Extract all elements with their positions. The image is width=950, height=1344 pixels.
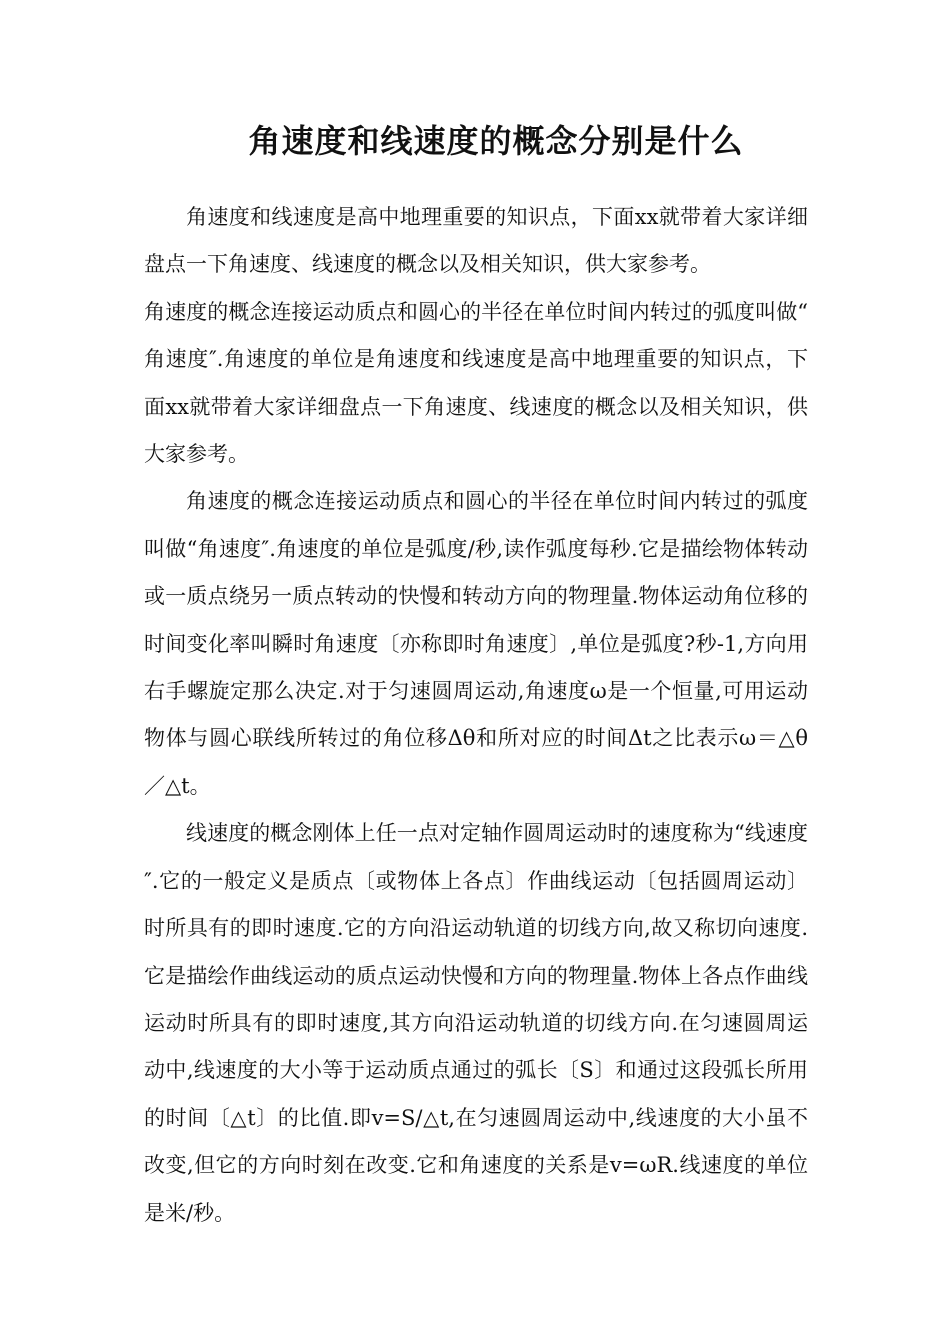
paragraph-linear-velocity-concept: 线速度的概念刚体上任一点对定轴作圆周运动时的速度称为“线速度″.它的一般定义是质点〔或物体上各点〕作曲线运动〔包括圆周运动〕时所具有的即时速度.它的方向沿运动轨道的切线方向,故又称切向速度.它是描绘作曲线运动的质点运动快慢和方向的物理量.物体上各点作曲线运动时所具有的即时速度,其方向沿运动轨道的切线方向.在匀速圆周运动中,线速度的大小等于运动质点通过的弧长〔S〕和通过这段弧长所用的时间〔△t〕的比值.即v=S/△t,在匀速圆周运动中,线速度的大小虽不改变,但它的方向时刻在改变.它和角速度的关系是v=ωR.线速度的单位是米/秒。 xyxy=(144,821,808,1225)
paragraph-angular-velocity-summary: 角速度的概念连接运动质点和圆心的半径在单位时间内转过的弧度叫做“角速度″.角速度的单位是角速度和线速度是高中地理重要的知识点，下面xx就带着大家详细盘点一下角速度、线速度的概念以及相关知识，供大家参考。 xyxy=(144,299,808,467)
paragraph-intro: 角速度和线速度是高中地理重要的知识点，下面xx就带着大家详细盘点一下角速度、线速度的概念以及相关知识，供大家参考。 xyxy=(144,205,808,277)
document-title: 角速度和线速度的概念分别是什么 xyxy=(248,122,744,160)
paragraph-angular-velocity-concept: 角速度的概念连接运动质点和圆心的半径在单位时间内转过的弧度叫做“角速度″.角速度的单位是弧度/秒,读作弧度每秒.它是描绘物体转动或一质点绕另一质点转动的快慢和转动方向的物理量.物体运动角位移的时间变化率叫瞬时角速度〔亦称即时角速度〕,单位是弧度?秒-1,方向用右手螺旋定那么决定.对于匀速圆周运动,角速度ω是一个恒量,可用运动物体与圆心联线所转过的角位移Δθ和所对应的时间Δt之比表示ω＝△θ／△t。 xyxy=(144,489,808,798)
